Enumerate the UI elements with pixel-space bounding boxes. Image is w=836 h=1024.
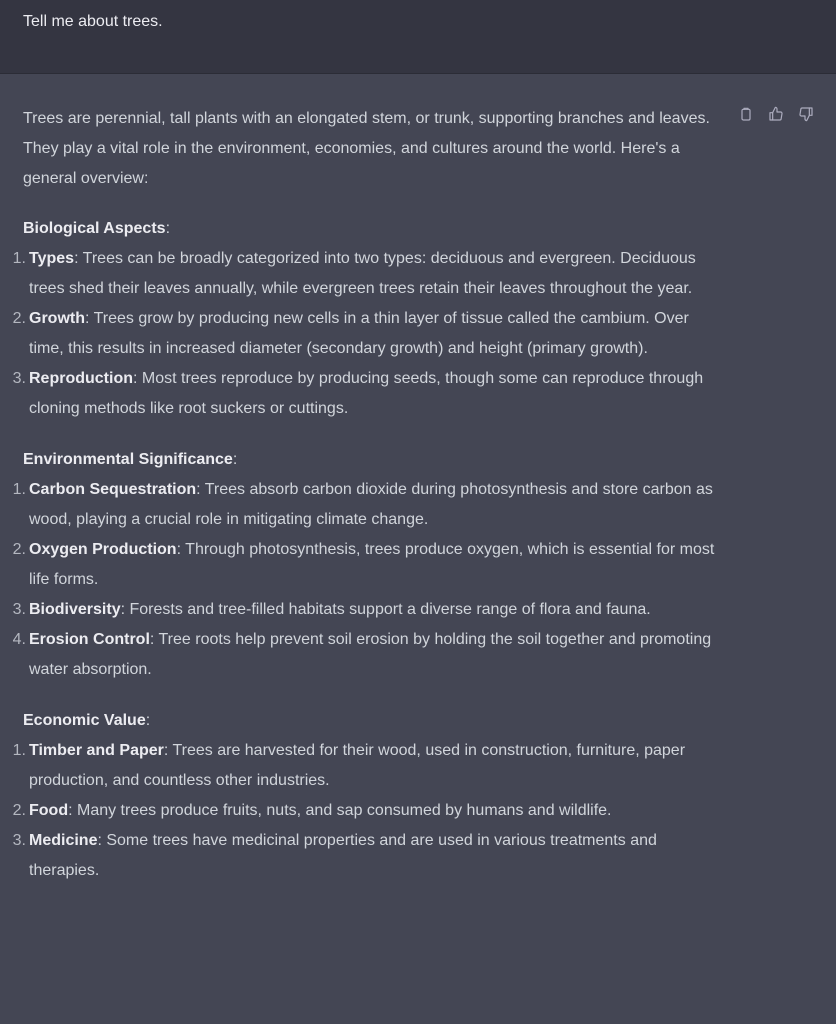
list-item: 2. Growth: Trees grow by producing new cells in a thin layer of tissue called the cambium. Over time, this results in increased diameter (secondary growth) and height (primary growth). (12, 310, 689, 357)
list-item: 1. Types: Trees can be broadly categorized into two types: deciduous and evergreen. Deciduous trees shed their leaves annually, while evergreen trees retain their leaves throughout the year. (12, 250, 696, 297)
list-item: 3. Medicine: Some trees have medicinal properties and are used in various treatments and therapies. (12, 832, 657, 879)
assistant-message-row (0, 74, 836, 1024)
message-actions (736, 104, 816, 124)
thumbs-down-icon (798, 106, 814, 122)
thumbs-down-button[interactable] (796, 104, 816, 124)
list-item: 3. Biodiversity: Forests and tree-filled habitats support a diverse range of flora and fauna. (12, 601, 651, 618)
thumbs-up-button[interactable] (766, 104, 786, 124)
list-item: 4. Erosion Control: Tree roots help prevent soil erosion by holding the soil together and promoting water absorption. (12, 631, 712, 678)
clipboard-icon (738, 106, 754, 122)
list-item: 3. Reproduction: Most trees reproduce by producing seeds, though some can reproduce through cloning methods like root suckers or cuttings. (12, 370, 704, 417)
user-message-row (0, 0, 836, 74)
list-environmental (12, 475, 723, 685)
user-message-text: Tell me about trees. (23, 13, 163, 30)
list-economic (12, 736, 723, 886)
section-heading-biological: Biological Aspects: (23, 220, 171, 237)
list-item: 1. Timber and Paper: Trees are harvested for their wood, used in construction, furniture, paper production, and countless other industries. (12, 742, 686, 789)
list-biological (12, 244, 723, 424)
list-item: 2. Oxygen Production: Through photosynthesis, trees produce oxygen, which is essential for most life forms. (12, 541, 715, 588)
thumbs-up-icon (768, 106, 784, 122)
list-item: 2. Food: Many trees produce fruits, nuts, and sap consumed by humans and wildlife. (12, 802, 612, 819)
list-item: 1. Carbon Sequestration: Trees absorb carbon dioxide during photosynthesis and store carbon as wood, playing a crucial role in mitigating climate change. (12, 481, 713, 528)
assistant-intro: Trees are perennial, tall plants with an elongated stem, or trunk, supporting branches and leaves. They play a vital role in the environment, economies, and cultures around the world. Here's a general overview: (23, 110, 710, 187)
section-heading-environmental: Environmental Significance: (23, 451, 238, 468)
assistant-message-content (12, 104, 723, 907)
section-heading-economic: Economic Value: (23, 712, 151, 729)
copy-button[interactable] (736, 104, 756, 124)
